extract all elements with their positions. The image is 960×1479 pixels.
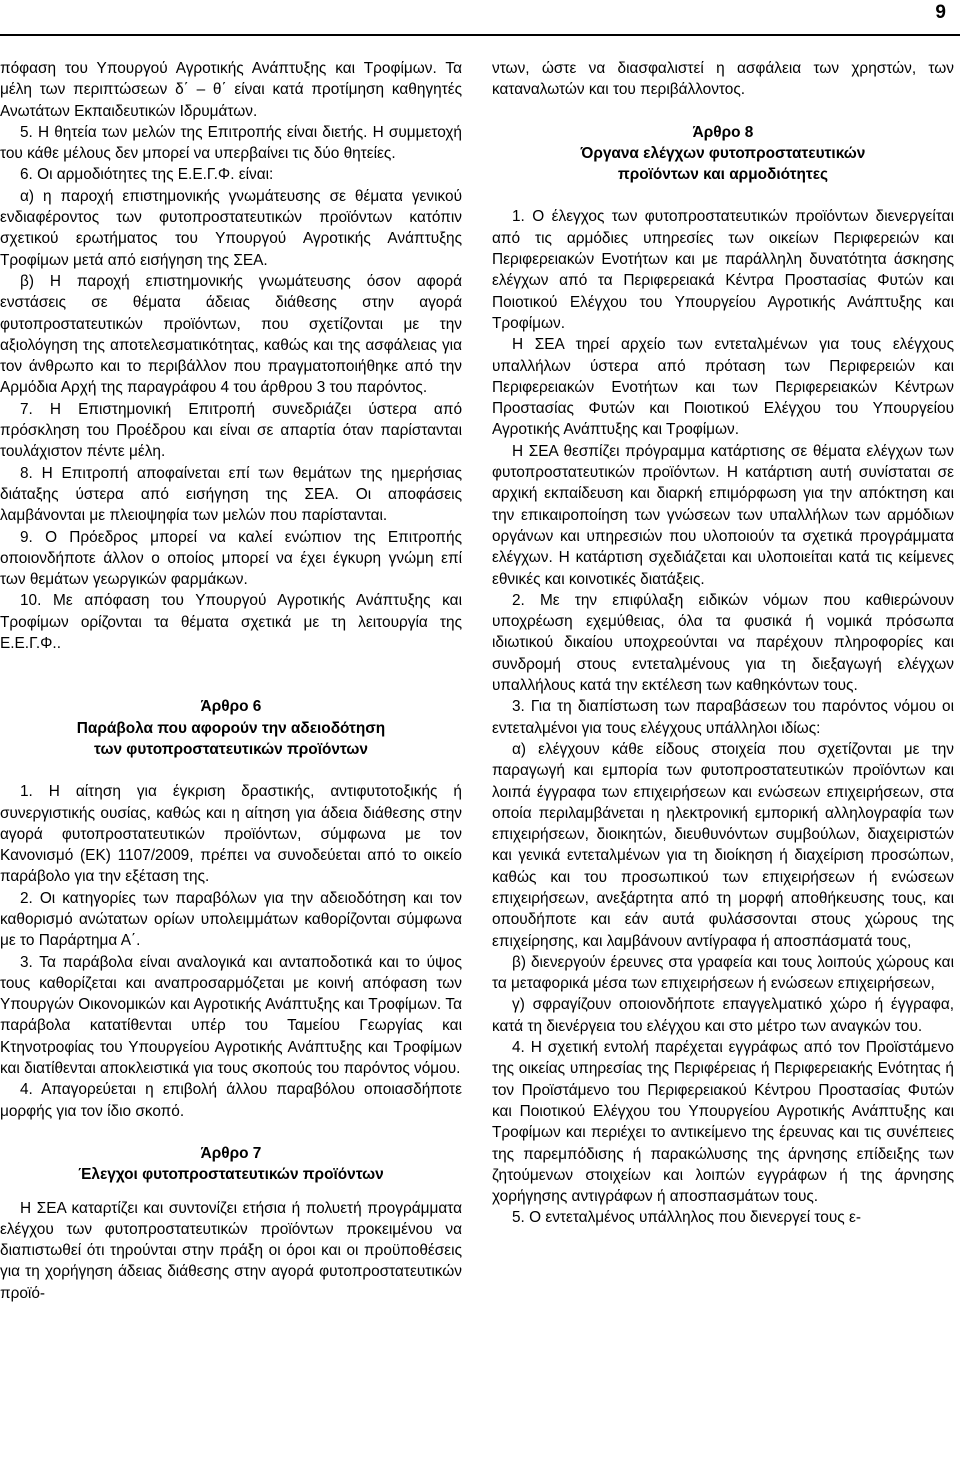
paragraph: 2. Με την επιφύλαξη ειδικών νόμων που καθιερώνουν υποχρέωση εχεμύθειας, όλα τα φυσικά ή νομικά πρόσωπα ιδιωτικού δικαίου υποχρεούνται να παρέχουν πληροφορίες και συνδρομή στους εντεταλμένους για τη διεξαγωγή ελέγχων υπαλλήλους κατά την εκτέλεση των καθηκόντων τους. [492,591,954,695]
article-6-title: Παράβολα που αφορούν την αδειοδότηση [76,719,386,737]
paragraph: 8. Η Επιτροπή αποφαίνεται επί των θεμάτων της ημερήσιας διάταξης ύστερα από εισήγηση της ΣΕΑ. Οι αποφάσεις λαμβάνονται με πλειοψηφία των μελών που παρίστανται. [0,464,462,525]
article-7-title: Έλεγχοι φυτοπροστατευτικών προϊόντων [78,1166,384,1184]
paragraph: γ) σφραγίζουν οποιονδήποτε επαγγελματικό χώρο ή έγγραφα, κατά τη διενέργεια του ελέγχου και στο μέτρο των αναγκών του. [492,996,954,1035]
paragraph: 5. Ο εντεταλμένος υπάλληλος που διενεργεί τους ε- [512,1209,861,1227]
paragraph: 1. Η αίτηση για έγκριση δραστικής, αντιφυτοτοξικής ή συνεργιστικής ουσίας, καθώς και η αίτηση για άδεια διάθεσης στην αγορά φυτοπροστατευτικών προϊόντων, σύμφωνα με τον Κανονισμό (ΕΚ) 1107/2009, πρέπει να συνοδεύεται από το οικείο παράβολο για την εξέταση της. [0,783,462,886]
paragraph: 10. Με απόφαση του Υπουργού Αγροτικής Ανάπτυξης και Τροφίμων ορίζονται τα θέματα σχετικά με τη λειτουργία της Ε.Ε.Γ.Φ.. [0,592,462,653]
paragraph: Η ΣΕΑ καταρτίζει και συντονίζει ετήσια ή πολυετή προγράμματα ελέγχου των φυτοπροστατευτικών προϊόντων προκειμένου να διαπιστωθεί ότι τηρούνται στην πράξη οι όροι και οι προϋποθέσεις για τη χορήγηση άδειας διάθεσης στην αγορά φυτοπροστατευτικών προϊό- [0,1199,462,1302]
article-6-title: των φυτοπροστατευτικών προϊόντων [94,740,368,758]
paragraph: 4. Η σχετική εντολή παρέχεται εγγράφως από τον Προϊστάμενο της οικείας υπηρεσίας της Περιφέρειας ή Περιφερειακής Ενότητας ή τον Προϊστάμενο του Περιφερειακού Κέντρου Προστασίας Φυτών και Ποιοτικού Ελέγχου του Υπουργείου Αγροτικής Ανάπτυξης και Τροφίμων και περιέχει το αντικείμενο της έρευνας και τις συνέπειες της παρεμπόδισης ή παρακώλυσης της άρνησης επίδειξης των ζητούμενων στοιχείων και λοιπών εγγράφων ή της άρνησης χορήγησης αντιγράφων ή αποσπασμάτων τους. [492,1039,954,1206]
page-number: 9 [935,2,946,23]
paragraph: 2. Οι κατηγορίες των παραβόλων για την αδειοδότηση και τον καθορισμό ανώτατων ορίων υπολειμμάτων καθορίζονται σύμφωνα με το Παράρτημα Α΄. [0,889,462,950]
paragraph: α) η παροχή επιστημονικής γνωμάτευσης σε θέματα γενικού ενδιαφέροντος των φυτοπροστατευτικών προϊόντων κατόπιν σχετικού ερωτήματος του Υπουργού Αγροτικής Ανάπτυξης Τροφίμων μετά από εισήγηση της ΣΕΑ. [0,187,462,269]
paragraph: β) διενεργούν έρευνες στα γραφεία και τους λοιπούς χώρους και τα μεταφορικά μέσα των επιχειρήσεων ή ενώσεων επιχειρήσεων, [492,953,954,993]
left-column [0,58,462,1304]
right-column [492,58,954,1229]
paragraph: Η ΣΕΑ θεσπίζει πρόγραμμα κατάρτισης σε θέματα ελέγχων των φυτοπροστατευτικών προϊόντων. Η κατάρτιση αυτή συνίσταται σε αρχική εκπαίδευση και διαρκή επιμόρφωση για την απόκτηση και την επικαιροποίηση των γνώσεων των υπαλλήλων των αρμόδιων οργάνων και υπηρεσιών που υλοποιούν τα σχετικά προγράμματα ελέγχων. Η κατάρτιση σχεδιάζεται και υλοποιείται κατά τις κείμενες εθνικές και κοινοτικές διατάξεις. [492,442,954,588]
paragraph: ντων, ώστε να διασφαλιστεί η ασφάλεια των χρηστών, των καταναλωτών και του περιβάλλοντος. [492,60,954,99]
header-rule [0,34,960,36]
paragraph: 3. Τα παράβολα είναι αναλογικά και ανταποδοτικά και το ύψος τους καθορίζεται και αναπροσαρμόζεται με κοινή απόφαση των Υπουργών Οικονομικών και Αγροτικής Ανάπτυξης και Τροφίμων. Τα παράβολα κατατίθενται υπέρ του Ταμείου Γεωργίας και Κτηνοτροφίας του Υπουργείου Αγροτικής Ανάπτυξης και Τροφίμων και διατίθενται αποκλειστικά για τους σκοπούς του παρόντος νόμου. [0,953,462,1078]
article-6-heading: Άρθρο 6 [200,698,262,716]
paragraph: 1. Ο έλεγχος των φυτοπροστατευτικών προϊόντων διενεργείται από τις αρμόδιες υπηρεσίες των οικείων Περιφερειών και Περιφερειακών Ενοτήτων και με παράλληλη δυνατότητα άσκησης ελέγχων από τα Περιφερειακά Κέντρα Προστασίας Φυτών και Ποιοτικού Ελέγχου του Υπουργείου Αγροτικής Ανάπτυξης και Τροφίμων. [492,208,954,332]
paragraph: 6. Οι αρμοδιότητες της Ε.Ε.Γ.Φ. είναι: [20,166,274,184]
paragraph: Η ΣΕΑ τηρεί αρχείο των εντεταλμένων για τους ελέγχους υπαλλήλων ύστερα από πρόταση των Περιφερειών και Περιφερειακών Ενοτήτων και των Περιφερειακών Κέντρων Προστασίας Φυτών και Ποιοτικού Ελέγχου του Υπουργείου Αγροτικής Ανάπτυξης και Τροφίμων. [492,336,954,439]
article-8-heading: Άρθρο 8 [692,123,754,141]
paragraph: 4. Απαγορεύεται η επιβολή άλλου παραβόλου οποιασδήποτε μορφής για τον ίδιο σκοπό. [0,1081,462,1120]
paragraph: 5. Η θητεία των μελών της Επιτροπής είναι διετής. Η συμμετοχή του κάθε μέλους δεν μπορεί να υπερβαίνει τις δύο θητείες. [0,123,462,163]
paragraph: 3. Για τη διαπίστωση των παραβάσεων του παρόντος νόμου οι εντεταλμένοι για τους ελέγχους υπάλληλοι ιδίως: [492,698,954,737]
article-7-heading: Άρθρο 7 [200,1144,262,1162]
paragraph: 7. Η Επιστημονική Επιτροπή συνεδριάζει ύστερα από πρόσκληση του Προέδρου και είναι σε απαρτία όταν παρίστανται τουλάχιστον πέντε μέλη. [0,400,462,461]
article-8-title: Όργανα ελέγχων φυτοπροστατευτικών [580,144,866,162]
paragraph: β) Η παροχή επιστημονικής γνωμάτευσης όσον αφορά ενστάσεις σε θέματα άδειας διάθεσης στην αγορά φυτοπροστατευτικών προϊόντων, που σχετίζονται με την αξιολόγηση της αποτελεσματικότητας, καθώς και της ασφάλειας για τον άνθρωπο και το περιβάλλον που πραγματοποιήθηκε από την Αρμόδια Αρχή της παραγράφου 4 του άρθρου 3 του παρόντος. [0,272,462,397]
paragraph: α) ελέγχουν κάθε είδους στοιχεία που σχετίζονται με την παραγωγή και εμπορία των φυτοπροστατευτικών προϊόντων και λοιπά έγγραφα των επιχειρήσεων και ενώσεων επιχειρήσεων, στα οποία περιλαμβάνεται η ηλεκτρονική εμπορική αλληλογραφία των επιχειρήσεων, διοικητών, διευθυνόντων συμβούλων, διαχειριστών και γενικά εντεταλμένων για τη διοίκηση ή διαχείριση προσώπων, καθώς και του προσωπικού των επιχειρήσεων ή ενώσεων επιχειρήσεων, ανεξάρτητα από τη μορφή αποθήκευσης τους, και οπουδήποτε και εάν αυτά φυλάσσονται στους χώρους της επιχείρησης, και λαμβάνουν αντίγραφα ή αποσπάσματά τους, [492,740,954,950]
paragraph: 9. Ο Πρόεδρος μπορεί να καλεί ενώπιον της Επιτροπής οποιονδήποτε άλλον ο οποίος μπορεί να έχει έγκυρη γνώμη επί των θεμάτων γεωργικών φαρμάκων. [0,528,462,589]
paragraph: πόφαση του Υπουργού Αγροτικής Ανάπτυξης και Τροφίμων. Τα μέλη των περιπτώσεων δ΄ – θ΄ είναι κατά προτίμηση καθηγητές Ανωτάτων Εκπαιδευτικών Ιδρυμάτων. [0,60,462,120]
article-8-title: προϊόντων και αρμοδιότητες [617,166,829,184]
